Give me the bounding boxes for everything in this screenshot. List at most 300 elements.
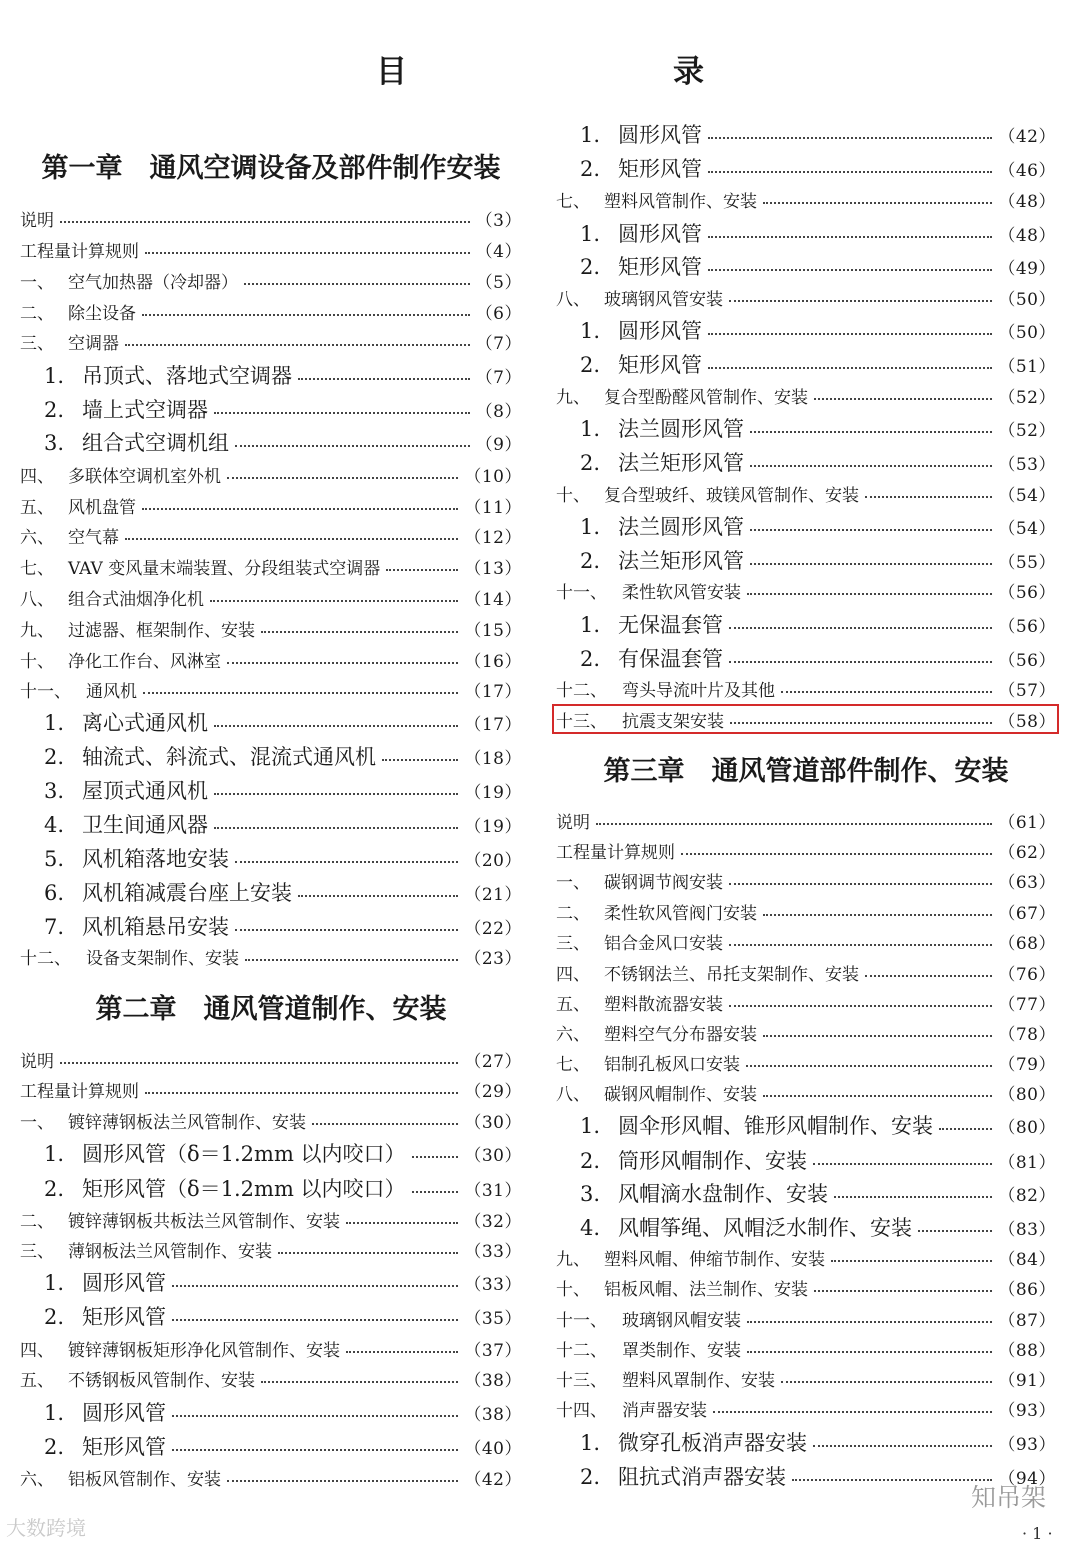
toc-subentry[interactable] bbox=[556, 548, 1056, 572]
toc-subentry[interactable] bbox=[20, 778, 522, 802]
chapter-heading: 第三章 通风管道部件制作、安装 bbox=[603, 756, 1009, 787]
toc-number: 十一、 bbox=[556, 1310, 607, 1331]
toc-text: 工程量计算规则 bbox=[20, 1081, 139, 1102]
dot-leader bbox=[245, 959, 458, 961]
toc-label bbox=[556, 187, 757, 212]
dot-leader bbox=[746, 1065, 992, 1067]
toc-subentry[interactable] bbox=[556, 612, 1056, 636]
dot-leader bbox=[227, 1480, 458, 1482]
toc-page-number: （88） bbox=[998, 1340, 1056, 1361]
toc-label bbox=[556, 899, 757, 924]
toc-entry[interactable] bbox=[20, 206, 522, 230]
dot-leader bbox=[781, 1381, 992, 1383]
toc-number: 七、 bbox=[556, 191, 590, 212]
toc-text: 微穿孔板消声器安装 bbox=[618, 1431, 807, 1455]
dot-leader bbox=[261, 631, 458, 633]
toc-text: 多联体空调机室外机 bbox=[68, 466, 221, 487]
toc-page-number: （37） bbox=[464, 1340, 522, 1361]
toc-number: 十、 bbox=[556, 1279, 590, 1300]
toc-label bbox=[556, 990, 723, 1015]
toc-subentry[interactable] bbox=[556, 254, 1056, 278]
toc-number: 八、 bbox=[556, 1084, 590, 1105]
dot-leader bbox=[729, 300, 992, 302]
toc-number: 七、 bbox=[20, 558, 54, 579]
toc-page-number: （15） bbox=[464, 620, 522, 641]
toc-entry[interactable] bbox=[20, 1077, 522, 1101]
toc-entry[interactable] bbox=[20, 329, 522, 353]
dot-leader bbox=[227, 477, 458, 479]
toc-subentry[interactable] bbox=[556, 221, 1056, 245]
toc-number: 2. bbox=[44, 1177, 65, 1201]
toc-text: 铝板风管制作、安装 bbox=[68, 1469, 221, 1490]
toc-entry[interactable] bbox=[556, 578, 1056, 602]
toc-page-number: （38） bbox=[464, 1404, 522, 1425]
toc-text: 铝板风帽、法兰制作、安装 bbox=[604, 1279, 808, 1300]
toc-number: 1. bbox=[580, 613, 601, 637]
dot-leader bbox=[763, 202, 992, 204]
toc-text: 矩形风管（δ＝1.2mm 以内咬口） bbox=[82, 1177, 406, 1201]
toc-label bbox=[556, 1427, 807, 1457]
toc-number: 1. bbox=[44, 1271, 65, 1295]
toc-page-number: （56） bbox=[998, 616, 1056, 637]
toc-entry[interactable] bbox=[556, 1396, 1056, 1420]
toc-label bbox=[556, 838, 675, 863]
toc-number: 2. bbox=[580, 451, 601, 475]
toc-label bbox=[556, 218, 702, 248]
highlight-box bbox=[552, 704, 1059, 734]
toc-page-number: （50） bbox=[998, 289, 1056, 310]
toc-page-number: （42） bbox=[464, 1469, 522, 1490]
dot-leader bbox=[814, 1290, 992, 1292]
toc-label bbox=[556, 315, 702, 345]
toc-subentry[interactable] bbox=[556, 1430, 1056, 1454]
toc-entry[interactable] bbox=[556, 899, 1056, 923]
toc-number: 十、 bbox=[20, 651, 54, 672]
toc-entry[interactable] bbox=[556, 960, 1056, 984]
toc-page-number: （10） bbox=[464, 466, 522, 487]
toc-entry[interactable] bbox=[20, 462, 522, 486]
toc-number: 六、 bbox=[20, 1469, 54, 1490]
toc-label bbox=[20, 554, 380, 579]
toc-label bbox=[556, 1212, 912, 1242]
toc-entry[interactable] bbox=[20, 554, 522, 578]
toc-subentry[interactable] bbox=[20, 710, 522, 734]
toc-subentry[interactable] bbox=[20, 1400, 522, 1424]
toc-number: 三、 bbox=[20, 333, 54, 354]
toc-text: 轴流式、斜流式、混流式通风机 bbox=[82, 745, 376, 769]
toc-subentry[interactable] bbox=[556, 1181, 1056, 1205]
toc-number: 5. bbox=[44, 847, 65, 871]
toc-label bbox=[556, 676, 775, 701]
toc-subentry[interactable] bbox=[20, 846, 522, 870]
toc-number: 九、 bbox=[20, 620, 54, 641]
dot-leader bbox=[60, 1062, 458, 1064]
toc-entry[interactable] bbox=[556, 1306, 1056, 1330]
toc-entry[interactable] bbox=[556, 481, 1056, 505]
toc-text: 圆形风管 bbox=[82, 1271, 166, 1295]
toc-label bbox=[20, 741, 376, 771]
toc-number: 3. bbox=[44, 779, 65, 803]
dot-leader bbox=[60, 221, 470, 223]
toc-subentry[interactable] bbox=[20, 397, 522, 421]
toc-page-number: （80） bbox=[998, 1117, 1056, 1138]
toc-text: 罩类制作、安装 bbox=[622, 1340, 741, 1361]
page-title: 目 录 bbox=[376, 54, 772, 90]
toc-label bbox=[20, 677, 137, 702]
toc-page-number: （58） bbox=[998, 711, 1056, 732]
toc-text: 塑料散流器安装 bbox=[604, 994, 723, 1015]
toc-label bbox=[556, 383, 808, 408]
toc-page-number: （81） bbox=[998, 1152, 1056, 1173]
toc-entry[interactable] bbox=[20, 1047, 522, 1071]
dot-leader bbox=[750, 465, 992, 467]
toc-label bbox=[20, 268, 238, 293]
toc-label bbox=[20, 462, 221, 487]
toc-entry[interactable] bbox=[20, 493, 522, 517]
toc-subentry[interactable] bbox=[20, 812, 522, 836]
toc-subentry[interactable] bbox=[556, 156, 1056, 180]
toc-number: 2. bbox=[580, 647, 601, 671]
toc-subentry[interactable] bbox=[20, 744, 522, 768]
chapter-heading: 第二章 通风管道制作、安装 bbox=[95, 994, 447, 1025]
toc-number: 6. bbox=[44, 881, 65, 905]
toc-entry[interactable] bbox=[556, 990, 1056, 1014]
toc-page-number: （38） bbox=[464, 1370, 522, 1391]
dot-leader bbox=[210, 600, 458, 602]
toc-subentry[interactable] bbox=[556, 318, 1056, 342]
toc-page-number: （19） bbox=[464, 816, 522, 837]
toc-text: 法兰矩形风管 bbox=[618, 549, 744, 573]
toc-number: 十四、 bbox=[556, 1400, 607, 1421]
dot-leader bbox=[763, 1035, 992, 1037]
toc-text: 离心式通风机 bbox=[82, 711, 208, 735]
toc-label bbox=[20, 1431, 166, 1461]
toc-number: 八、 bbox=[556, 289, 590, 310]
toc-entry[interactable] bbox=[20, 944, 522, 968]
toc-label bbox=[20, 1047, 54, 1072]
toc-entry[interactable] bbox=[20, 523, 522, 547]
toc-number: 十一、 bbox=[20, 681, 71, 702]
toc-entry[interactable] bbox=[20, 647, 522, 671]
toc-label bbox=[556, 1366, 775, 1391]
toc-page-number: （46） bbox=[998, 160, 1056, 181]
toc-label bbox=[20, 1138, 406, 1168]
toc-entry[interactable] bbox=[20, 1108, 522, 1132]
toc-page-number: （83） bbox=[998, 1219, 1056, 1240]
toc-label bbox=[556, 643, 723, 673]
dot-leader bbox=[227, 662, 458, 664]
toc-entry[interactable] bbox=[20, 1366, 522, 1390]
toc-subentry[interactable] bbox=[556, 1215, 1056, 1239]
toc-label bbox=[556, 545, 744, 575]
toc-number: 一、 bbox=[556, 872, 590, 893]
dot-leader bbox=[729, 883, 992, 885]
toc-page-number: （11） bbox=[464, 497, 522, 518]
toc-subentry[interactable] bbox=[20, 1176, 522, 1200]
dot-leader bbox=[312, 1123, 458, 1125]
dot-leader bbox=[708, 269, 992, 271]
toc-entry[interactable] bbox=[556, 676, 1056, 700]
toc-page-number: （61） bbox=[998, 812, 1056, 833]
dot-leader bbox=[814, 398, 992, 400]
toc-text: 净化工作台、风淋室 bbox=[68, 651, 221, 672]
toc-label bbox=[556, 285, 723, 310]
toc-label bbox=[20, 493, 136, 518]
toc-text: 塑料空气分布器安装 bbox=[604, 1024, 757, 1045]
toc-entry[interactable] bbox=[20, 585, 522, 609]
toc-page-number: （67） bbox=[998, 903, 1056, 924]
toc-text: 矩形风管 bbox=[82, 1435, 166, 1459]
toc-subentry[interactable] bbox=[20, 880, 522, 904]
dot-leader bbox=[235, 929, 458, 931]
toc-label bbox=[556, 1396, 707, 1421]
toc-page-number: （51） bbox=[998, 356, 1056, 377]
toc-entry[interactable] bbox=[556, 868, 1056, 892]
toc-page-number: （42） bbox=[998, 126, 1056, 147]
toc-page-number: （94） bbox=[998, 1468, 1056, 1489]
toc-entry[interactable] bbox=[20, 677, 522, 701]
toc-subentry[interactable] bbox=[20, 363, 522, 387]
toc-subentry[interactable] bbox=[556, 450, 1056, 474]
toc-label bbox=[20, 523, 119, 548]
toc-text: 过滤器、框架制作、安装 bbox=[68, 620, 255, 641]
toc-label bbox=[556, 1178, 828, 1208]
toc-label bbox=[20, 206, 54, 231]
toc-number: 2. bbox=[44, 398, 65, 422]
toc-number: 八、 bbox=[20, 589, 54, 610]
toc-text: 风帽筝绳、风帽泛水制作、安装 bbox=[618, 1216, 912, 1240]
toc-number: 三、 bbox=[556, 933, 590, 954]
toc-text: 风机箱落地安装 bbox=[82, 847, 229, 871]
toc-page-number: （31） bbox=[464, 1180, 522, 1201]
toc-text: 矩形风管 bbox=[618, 255, 702, 279]
dot-leader bbox=[708, 236, 992, 238]
toc-number: 7. bbox=[44, 915, 65, 939]
toc-number: 2. bbox=[580, 353, 601, 377]
toc-number: 六、 bbox=[556, 1024, 590, 1045]
dot-leader bbox=[681, 853, 992, 855]
dot-leader bbox=[763, 1095, 992, 1097]
toc-entry[interactable] bbox=[556, 1336, 1056, 1360]
toc-number: 1. bbox=[44, 711, 65, 735]
toc-page-number: （30） bbox=[464, 1112, 522, 1133]
toc-label bbox=[20, 1397, 166, 1427]
dot-leader bbox=[834, 1196, 992, 1198]
toc-text: 通风机 bbox=[86, 681, 137, 702]
toc-page-number: （63） bbox=[998, 872, 1056, 893]
toc-text: 墙上式空调器 bbox=[82, 398, 208, 422]
dot-leader bbox=[172, 1415, 458, 1417]
toc-text: 组合式空调机组 bbox=[82, 431, 229, 455]
toc-entry[interactable] bbox=[556, 929, 1056, 953]
toc-label bbox=[556, 481, 859, 506]
toc-entry[interactable] bbox=[556, 187, 1056, 211]
toc-page-number: （40） bbox=[464, 1438, 522, 1459]
dot-leader bbox=[865, 975, 992, 977]
toc-label bbox=[556, 808, 590, 833]
toc-page-number: （14） bbox=[464, 589, 522, 610]
toc-text: 玻璃钢风帽安装 bbox=[622, 1310, 741, 1331]
toc-subentry[interactable] bbox=[556, 1113, 1056, 1137]
toc-number: 九、 bbox=[556, 387, 590, 408]
toc-number: 2. bbox=[580, 157, 601, 181]
toc-label bbox=[20, 1207, 340, 1232]
dot-leader bbox=[172, 1319, 458, 1321]
toc-subentry[interactable] bbox=[556, 416, 1056, 440]
toc-label bbox=[20, 1108, 306, 1133]
toc-number: 十二、 bbox=[20, 948, 71, 969]
toc-entry[interactable] bbox=[556, 285, 1056, 309]
toc-number: 1. bbox=[580, 515, 601, 539]
toc-label bbox=[20, 427, 229, 457]
toc-text: 铝制孔板风口安装 bbox=[604, 1054, 740, 1075]
toc-number: 1. bbox=[44, 364, 65, 388]
toc-number: 五、 bbox=[20, 1370, 54, 1391]
toc-entry[interactable] bbox=[556, 838, 1056, 862]
toc-label bbox=[20, 911, 229, 941]
toc-text: 风机箱减震台座上安装 bbox=[82, 881, 292, 905]
toc-label bbox=[20, 585, 204, 610]
toc-entry[interactable] bbox=[556, 1050, 1056, 1074]
toc-subentry[interactable] bbox=[20, 1270, 522, 1294]
toc-text: 弯头导流叶片及其他 bbox=[622, 680, 775, 701]
toc-entry[interactable] bbox=[20, 1207, 522, 1231]
toc-text: 碳钢调节阀安装 bbox=[604, 872, 723, 893]
toc-label bbox=[556, 1275, 808, 1300]
toc-subentry[interactable] bbox=[556, 122, 1056, 146]
dot-leader bbox=[747, 1351, 992, 1353]
toc-text: 空调器 bbox=[68, 333, 119, 354]
dot-leader bbox=[142, 508, 458, 510]
toc-text: 有保温套管 bbox=[618, 647, 723, 671]
toc-subentry[interactable] bbox=[20, 1141, 522, 1165]
toc-subentry[interactable] bbox=[20, 430, 522, 454]
toc-label bbox=[556, 960, 859, 985]
toc-entry[interactable] bbox=[20, 237, 522, 261]
dot-leader bbox=[865, 496, 992, 498]
toc-label bbox=[20, 616, 255, 641]
toc-label bbox=[556, 578, 741, 603]
toc-label bbox=[556, 868, 723, 893]
toc-subentry[interactable] bbox=[556, 646, 1056, 670]
toc-number: 2. bbox=[44, 1305, 65, 1329]
toc-number: 2. bbox=[44, 1435, 65, 1459]
toc-label bbox=[556, 153, 702, 183]
toc-page-number: （19） bbox=[464, 782, 522, 803]
toc-number: 3. bbox=[580, 1182, 601, 1206]
toc-number: 十三、 bbox=[556, 711, 607, 732]
toc-subentry[interactable] bbox=[556, 352, 1056, 376]
toc-text: 阻抗式消声器安装 bbox=[618, 1465, 786, 1489]
dot-leader bbox=[298, 895, 458, 897]
toc-subentry[interactable] bbox=[556, 1148, 1056, 1172]
toc-label bbox=[20, 944, 239, 969]
toc-entry[interactable] bbox=[556, 1275, 1056, 1299]
toc-number: 1. bbox=[44, 1401, 65, 1425]
toc-page-number: （33） bbox=[464, 1241, 522, 1262]
toc-entry[interactable] bbox=[20, 1465, 522, 1489]
dot-leader bbox=[939, 1128, 992, 1130]
toc-text: 矩形风管 bbox=[618, 157, 702, 181]
toc-entry[interactable] bbox=[556, 1080, 1056, 1104]
toc-subentry[interactable] bbox=[20, 1304, 522, 1328]
dot-leader bbox=[386, 569, 458, 571]
toc-entry[interactable] bbox=[556, 1020, 1056, 1044]
toc-entry[interactable] bbox=[20, 268, 522, 292]
toc-number: 1. bbox=[580, 123, 601, 147]
toc-label bbox=[20, 1173, 406, 1203]
dot-leader bbox=[750, 431, 992, 433]
toc-text: 不锈钢板风管制作、安装 bbox=[68, 1370, 255, 1391]
toc-number: 七、 bbox=[556, 1054, 590, 1075]
toc-number: 2. bbox=[580, 255, 601, 279]
toc-label bbox=[20, 1237, 272, 1262]
toc-label bbox=[20, 1267, 166, 1297]
toc-entry[interactable] bbox=[20, 1237, 522, 1261]
toc-subentry[interactable] bbox=[20, 1434, 522, 1458]
dot-leader bbox=[261, 1381, 458, 1383]
dot-leader bbox=[172, 1285, 458, 1287]
toc-entry[interactable] bbox=[20, 616, 522, 640]
toc-entry[interactable] bbox=[556, 383, 1056, 407]
toc-label bbox=[20, 1336, 340, 1361]
toc-page-number: （17） bbox=[464, 681, 522, 702]
toc-page-number: （21） bbox=[464, 884, 522, 905]
watermark-left: 大数跨境 bbox=[6, 1516, 86, 1540]
toc-text: 复合型玻纤、玻镁风管制作、安装 bbox=[604, 485, 859, 506]
toc-text: 筒形风帽制作、安装 bbox=[618, 1149, 807, 1173]
toc-label bbox=[20, 360, 292, 390]
toc-label bbox=[20, 1301, 166, 1331]
toc-page-number: （35） bbox=[464, 1308, 522, 1329]
toc-subentry[interactable] bbox=[20, 914, 522, 938]
dot-leader bbox=[747, 593, 992, 595]
toc-page-number: （82） bbox=[998, 1185, 1056, 1206]
toc-page-number: （91） bbox=[998, 1370, 1056, 1391]
toc-subentry[interactable] bbox=[556, 514, 1056, 538]
toc-text: 消声器安装 bbox=[622, 1400, 707, 1421]
dot-leader bbox=[596, 823, 992, 825]
toc-page-number: （4） bbox=[475, 241, 522, 262]
dot-leader bbox=[713, 1411, 992, 1413]
dot-leader bbox=[172, 1449, 458, 1451]
toc-page-number: （13） bbox=[464, 558, 522, 579]
dot-leader bbox=[729, 944, 992, 946]
toc-text: 设备支架制作、安装 bbox=[86, 948, 239, 969]
toc-entry[interactable] bbox=[556, 808, 1056, 832]
dot-leader bbox=[412, 1156, 459, 1158]
toc-entry[interactable] bbox=[20, 299, 522, 323]
toc-label bbox=[20, 877, 292, 907]
toc-page-number: （55） bbox=[998, 552, 1056, 573]
dot-leader bbox=[729, 661, 992, 663]
dot-leader bbox=[143, 692, 458, 694]
toc-entry[interactable] bbox=[556, 1366, 1056, 1390]
toc-label bbox=[556, 1461, 786, 1491]
toc-text: 组合式油烟净化机 bbox=[68, 589, 204, 610]
toc-entry[interactable] bbox=[556, 1245, 1056, 1269]
toc-entry[interactable] bbox=[20, 1336, 522, 1360]
toc-label bbox=[20, 394, 208, 424]
toc-label bbox=[556, 1110, 933, 1140]
page-number: · 1 · bbox=[1022, 1524, 1053, 1543]
toc-text: 薄钢板法兰风管制作、安装 bbox=[68, 1241, 272, 1262]
dot-leader bbox=[747, 1321, 992, 1323]
toc-label bbox=[20, 1077, 139, 1102]
watermark-right: 知吊架 bbox=[970, 1483, 1046, 1512]
toc-number: 2. bbox=[580, 1465, 601, 1489]
toc-page-number: （33） bbox=[464, 1274, 522, 1295]
